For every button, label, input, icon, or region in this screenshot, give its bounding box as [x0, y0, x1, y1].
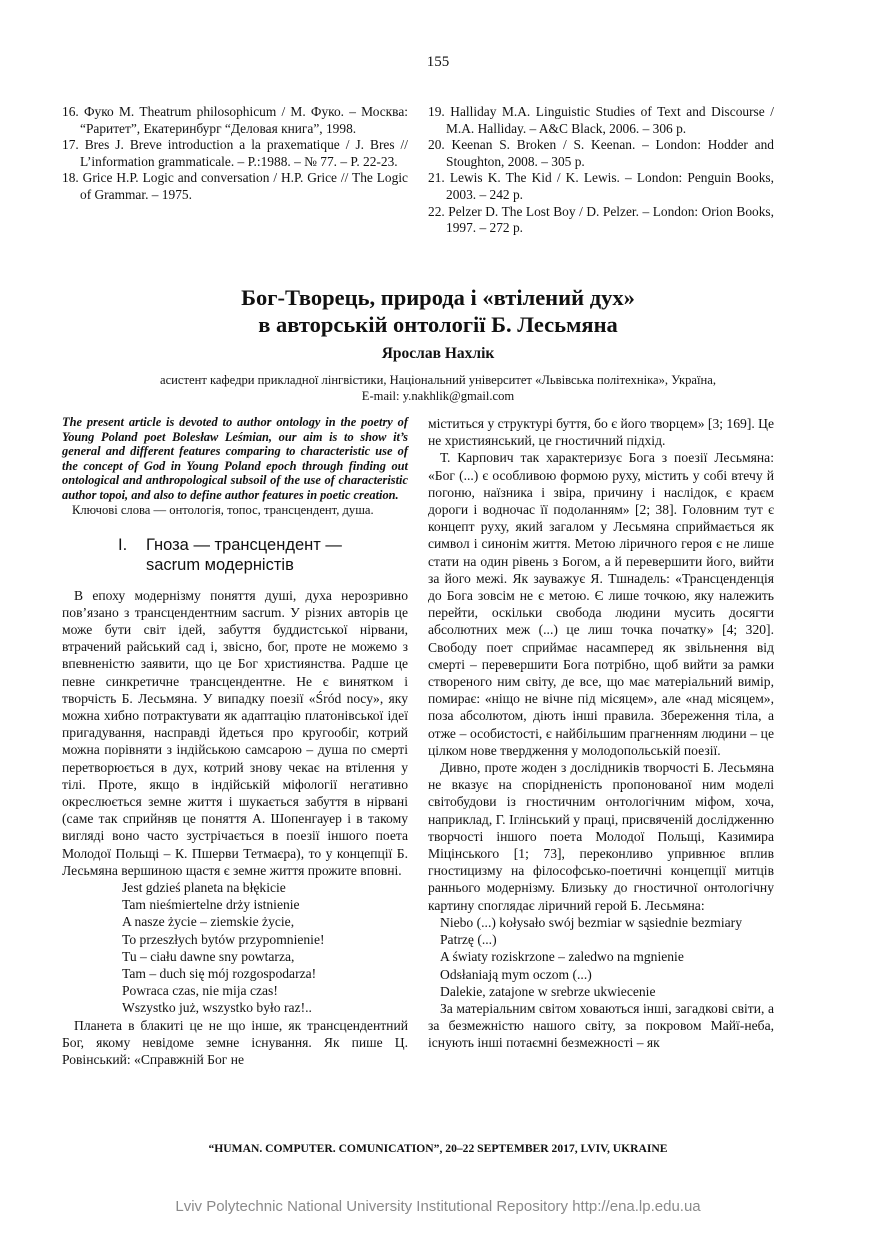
right-column — [428, 415, 774, 1052]
reference-item: 17. Bres J. Breve introduction a la praxematique / J. Bres // L’information grammaticale. – P.:1988. – № 77. – P. 22-23. — [62, 137, 408, 169]
paragraph: міститься у структурі буття, бо є його творцем» [3; 169]. Це не християнський, це гностичний підхід. — [428, 416, 774, 449]
poem-line: Powraca czas, nie mija czas! — [122, 983, 278, 999]
poem — [62, 879, 408, 1017]
reference-item: 21. Lewis K. The Kid / K. Lewis. – London: Penguin Books, 2003. – 242 p. — [428, 170, 774, 202]
left-column — [62, 415, 408, 1068]
paragraph: Т. Карпович так характеризує Бога з поезії Лесьмяна: «Бог (...) є особливою формою руху, містить у собі втечу й погоню, наїзника і звіра, причину і наслідок, є краєм дороги і водночас її подоланням» [2; 38]. Головним тут є концепт руху, який загалом у Лесьмяна сприймається як символ і синонім життя. Метою ліричного героя є не лише стати на один рівень з Богом, а й перевершити його, вийти за його межі. Як зауважує Я. Тшнадель: «Трансценденція до Бога зовсім не є метою. Є лише точкою, яку належить перейти, оскільки свобода людини мусить досягти абсолютних меж (...) це лиш точка початку» [4; 320]. Свободу поет сприймає насамперед як звільнення від смерті – перевершити Бога потрібно, щоб вийти за рамки створеного ним світу, де все, що має матеріальний вимір, помирає: «ніщо не вічне під місяцем», але «над місяцем», поза абсолютом, діють інші правила. Збереження тіла, а отже – особистості, є найбільшим прагненням людини – це цілком нове твердження у молодопольській поезії. — [428, 450, 774, 758]
keywords: Ключові слова — онтологія, топос, трансцендент, душа. — [72, 502, 374, 517]
reference-item: 16. Фуко М. Theatrum philosophicum / М. Фуко. – Москва: “Раритет”, Екатеринбург “Деловая книга”, 1998. — [62, 104, 408, 136]
section-heading — [62, 535, 408, 575]
poem-line: To przeszłych bytów przypomnienie! — [122, 931, 325, 947]
poem-line: Odsłaniają mym oczom (...) — [440, 966, 592, 982]
reference-item: 19. Halliday M.A. Linguistic Studies of Text and Discourse / M.A. Halliday. – A&C Black, 2006. – 306 p. — [428, 104, 774, 136]
poem-line: A światy roziskrzone – zaledwo na mgnienie — [440, 949, 684, 965]
references-right — [428, 104, 774, 237]
paragraph: За матеріальним світом ховаються інші, загадкові світи, а за безмежністю нашого світу, за покровом Майї-неба, існують інші потаємні безмежності – як — [428, 1000, 774, 1051]
affiliation-text: асистент кафедри прикладної лінгвістики, Національний університет «Львівська політехніка», Україна, — [159, 373, 716, 387]
section-title-line-1: Гноза — трансцендент — — [146, 535, 342, 554]
reference-item: 22. Pelzer D. The Lost Boy / D. Pelzer. – London: Orion Books, 1997. – 272 p. — [428, 203, 774, 236]
repository-watermark: Lviv Polytechnic National University Institutional Repository http://ena.lp.edu.ua — [175, 1198, 701, 1215]
paragraph: В епоху модернізму поняття душі, духа нерозривно пов’язано з трансцендентним sacrum. У різних авторів це може бути світ ідей, забуття буддистської нірвани, втрачений райський сад і, звісно, бог, проте не можемо з впевненістю заявити, що це Бог християнства. Радше це певне синкретичне трансцендентне. Не є винятком і творчість Б. Лесьмяна. У випадку поезії «Śród nocy», яку можна хибно потрактувати як адаптацію платонівської ідеї пригадування, насправді йдеться про кругообіг, котрий можна порівняти з індійською самсарою – душа по смерті перетворюється в дух, котрий знову чекає на втілення у тілі. Проте, якщо в індійській міфології негативно окреслюється земне життя і шукається забуття в нірвані (саме так сприйняв це поняття А. Шопенгауер і в такому вигляді воно часто зустрічається в поезії іншого поета Молодої Польщі – К. Пшерви Тетмаєра), то у концепції Б. Лесьмяна вершиною щастя є земне життя прожите вповні. — [62, 587, 408, 878]
author-email: E-mail: y.nakhlik@gmail.com — [361, 388, 515, 403]
poem-line: Patrzę (...) — [440, 932, 497, 948]
article-author: Ярослав Нахлік — [381, 345, 495, 362]
page-number: 155 — [426, 54, 450, 70]
section-title-line-2: sacrum модерністів — [146, 555, 294, 574]
article-title-line-2: в авторській онтології Б. Лесьмяна — [258, 312, 618, 337]
poem-line: Wszystko już, wszystko było raz!.. — [122, 1000, 312, 1016]
poem-line: Tu – ciału dawne sny powtarza, — [122, 948, 295, 964]
article-title-line-1: Бог-Творець, природа і «втілений дух» — [241, 285, 635, 310]
references-left — [62, 104, 408, 204]
author-affiliation — [0, 373, 876, 404]
conference-footer: “HUMAN. COMPUTER. COMUNICATION”, 20–22 SEPTEMBER 2017, LVIV, UKRAINE — [208, 1142, 668, 1155]
section-number: I. — [118, 535, 128, 554]
poem-line: Niebo (...) kołysało swój bezmiar w sąsiednie bezmiary — [440, 914, 742, 930]
poem-line: Tam nieśmiertelne drży istnienie — [122, 897, 300, 913]
abstract: The present article is devoted to author ontology in the poetry of Young Poland poet Bolesław Leśmian, our aim is to show it’s general and different features comparing to characteristic use of the concept of God in Young Poland epoch through finding out ontological and anthropological subsoil of the use of characteristic author topoi, and also to define author features in poetic creation. — [62, 415, 408, 502]
poem-line: A nasze życie – ziemskie życie, — [122, 914, 295, 930]
article-title — [0, 284, 876, 338]
poem-line: Jest gdzieś planeta na błękicie — [122, 880, 286, 896]
poem-line: Dalekie, zatajone w srebrze ukwiecenie — [440, 983, 656, 999]
reference-item: 20. Keenan S. Broken / S. Keenan. – London: Hodder and Stoughton, 2008. – 305 p. — [428, 137, 774, 169]
poem-line: Tam – duch się mój rozgospodarza! — [122, 966, 317, 982]
reference-item: 18. Grice H.P. Logic and conversation / H.P. Grice // The Logic of Grammar. – 1975. — [62, 170, 408, 202]
paragraph: Планета в блакиті це не що інше, як трансцендентний Бог, якому невідоме земне існування. Як пише Ц. Ровінський: «Справжній Бог не — [62, 1017, 408, 1068]
poem — [428, 914, 774, 1000]
paragraph: Дивно, проте жоден з дослідників творчості Б. Лесьмяна не вказує на спорідненість пропонованої ним моделі світобудови із гностичним онтологічним міфом, хоча, наприклад, Г. Іглінський у праці, присвяченій дослідженню творчості іншого поета Молодої Польщі, Казимира Міцінського [1; 73], переконливо упривнює вплив гностицизму на філософсько-поетичні концепції митців раннього модернізму. Близьку до гностичної онтологічну картину споглядає ліричний герой Б. Лесьмяна: — [428, 760, 774, 913]
